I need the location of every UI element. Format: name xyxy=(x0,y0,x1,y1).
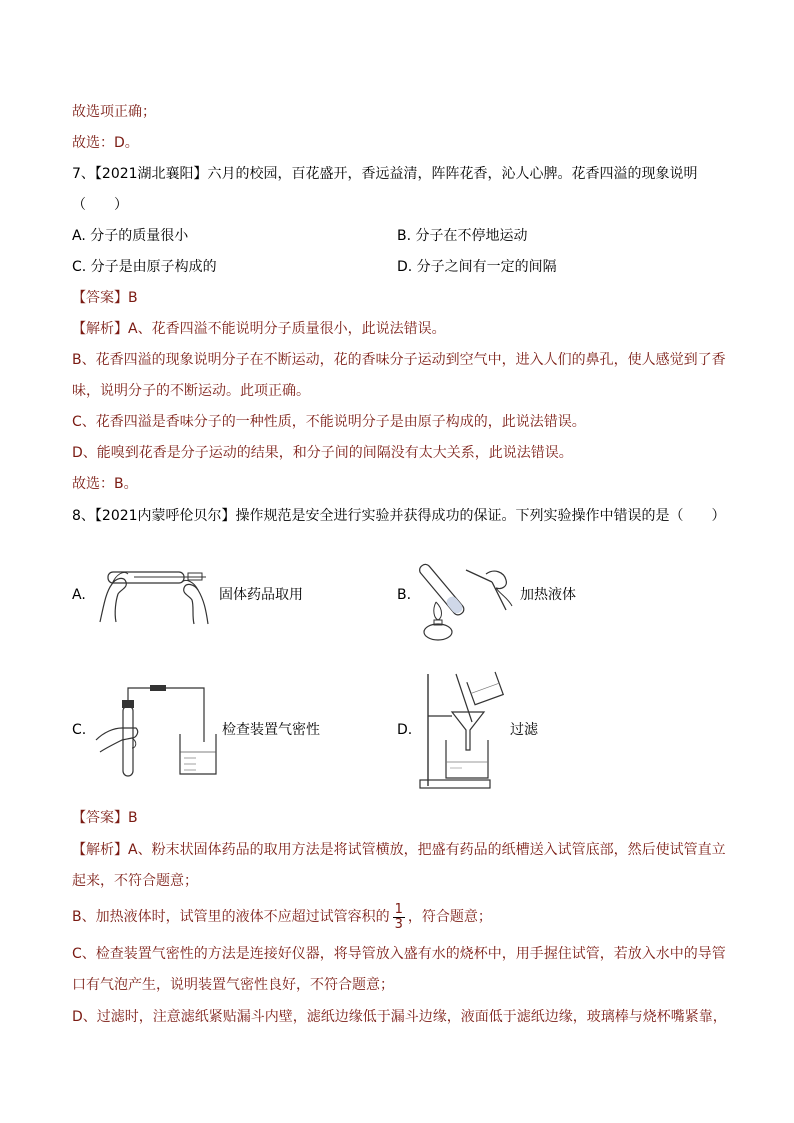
q8-option-a-letter: A. xyxy=(72,587,86,603)
q8-option-d-letter: D. xyxy=(397,722,413,738)
airtightness-check-icon xyxy=(92,682,218,778)
q7-option-a: A. 分子的质量很小 xyxy=(72,228,189,244)
q8-option-b-caption: 加热液体 xyxy=(520,587,576,603)
question-7-paren: （ ） xyxy=(72,197,128,213)
q8-analysis: D、过滤时，注意滤纸紧贴漏斗内壁，滤纸边缘低于漏斗边缘，液面低于滤纸边缘，玻璃棒与烧杯嘴紧靠， xyxy=(72,1009,727,1025)
text-line: 故选：D。 xyxy=(72,135,139,151)
q7-analysis: D、能嗅到花香是分子运动的结果，和分子间的间隔没有太大关系，此说法错误。 xyxy=(72,445,573,461)
q7-analysis: 味，说明分子的不断运动。此项正确。 xyxy=(72,383,310,399)
q7-analysis: B、花香四溢的现象说明分子在不断运动，花的香味分子运动到空气中，进入人们的鼻孔，使人感觉到了香 xyxy=(72,352,726,368)
q8-analysis: 起来，不符合题意； xyxy=(72,873,198,889)
q8-option-c-caption: 检查装置气密性 xyxy=(222,722,320,738)
question-8-stem: 8、【2021内蒙呼伦贝尔】操作规范是安全进行实验并获得成功的保证。下列实验操作中错误的是（ ） xyxy=(72,508,726,524)
q7-analysis: 【解析】A、花香四溢不能说明分子质量很小，此说法错误。 xyxy=(72,321,446,337)
q8-analysis: ，符合题意； xyxy=(407,909,492,925)
fraction-denominator: 3 xyxy=(394,916,403,932)
q7-analysis: C、花香四溢是香味分子的一种性质，不能说明分子是由原子构成的，此说法错误。 xyxy=(72,414,586,430)
q7-option-c: C. 分子是由原子构成的 xyxy=(72,259,217,275)
text-line: 故选项正确； xyxy=(72,104,156,120)
q8-analysis: 【解析】A、粉末状固体药品的取用方法是将试管横放，把盛有药品的纸槽送入试管底部，然后使试管直立 xyxy=(72,842,726,858)
q8-analysis: C、检查装置气密性的方法是连接好仪器，将导管放入盛有水的烧杯中，用手握住试管，若放入水中的导管 xyxy=(72,946,726,962)
q8-option-a-caption: 固体药品取用 xyxy=(219,587,303,603)
question-7-stem: 7、【2021湖北襄阳】六月的校园，百花盛开，香远益清，阵阵花香，沁人心脾。花香四溢的现象说明 xyxy=(72,166,698,182)
solid-reagent-handling-icon xyxy=(94,560,214,625)
q8-analysis: 口有气泡产生，说明装置气密性良好，不符合题意； xyxy=(72,977,394,993)
q7-answer: 【答案】B xyxy=(72,290,138,306)
fraction-numerator: 1 xyxy=(394,901,403,917)
q7-option-d: D. 分子之间有一定的间隔 xyxy=(397,259,557,275)
q8-answer: 【答案】B xyxy=(72,810,138,826)
q8-option-c-letter: C. xyxy=(72,722,87,738)
q8-analysis: B、加热液体时，试管里的液体不应超过试管容积的 xyxy=(72,909,390,925)
q8-option-b-letter: B. xyxy=(397,587,412,603)
q7-choice: 故选：B。 xyxy=(72,476,138,492)
q8-analysis-fraction-line xyxy=(72,902,492,932)
fraction xyxy=(393,903,405,932)
q7-option-b: B. 分子在不停地运动 xyxy=(397,228,528,244)
heating-liquid-icon xyxy=(412,548,516,644)
filtration-icon xyxy=(418,668,510,794)
q8-option-d-caption: 过滤 xyxy=(510,722,538,738)
